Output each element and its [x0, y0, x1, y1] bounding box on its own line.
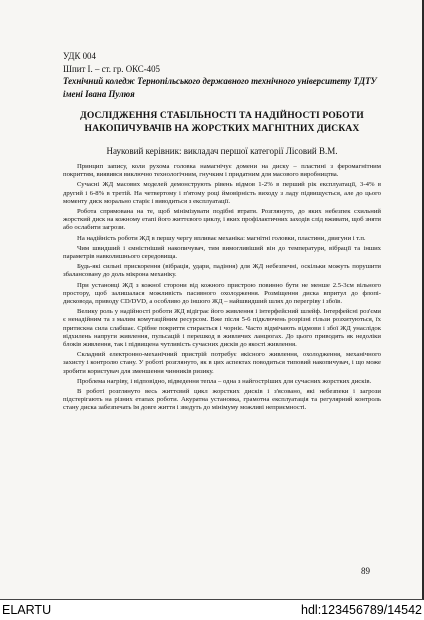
author-line: Шпит І. – ст. гр. ОКС-405 — [63, 63, 160, 74]
body-paragraph: Складний електронно-механічний пристрій потребує якісного живлення, охолодження, механічного захисту і контролю стану. У роботі розглянуто, як в цих аспектах поводиться типовий накопичувач, і що може зробити користувач для зменшення чинників ризику. — [63, 351, 381, 375]
article-title: ДОСЛІДЖЕННЯ СТАБІЛЬНОСТІ ТА НАДІЙНОСТІ РОБОТИ НАКОПИЧУВАЧІВ НА ЖОРСТКИХ МАГНІТНИХ ДИСКАХ — [80, 110, 364, 134]
repository-footer — [0, 600, 424, 620]
body-paragraph: Велику роль у надійності роботи ЖД відіграє його живлення і інтерфейсний шлейф. Інтерфейсні роз'єми є ненадійним та з малим комутаційним ресурсом. Вже після 5-6 підключень розрізні гільзи розхитуються, їх притискна сила слабшає. Срібне покриття стирається і чорніє. Часто відмічають відмови і збої ЖД унаслідок відхилень напруги живлення, пульсацій і перешкод в живлячих ланцюгах. До цього приводять як недоліки блоків живлення, так і підвищена чутливість сучасних дисків до якості живлення. — [63, 308, 381, 349]
body-paragraph: Чим швидший і ємністніший накопичувач, тим вимогливіший він до температури, вібрації та інших параметрів навколишнього середовища. — [63, 244, 381, 261]
udc-code: УДК 004 — [63, 51, 96, 61]
body-paragraph: Сучасні ЖД масових моделей демонструють рівень відмов 1-2% в перший рік експлуатації, 3-4% в другий і 6-8% в третій. На четвертому і п'ятому році ймовірність виходу з ладу підвищується, але до цього моменту диск морально старіє і виводиться з експлуатації. — [63, 181, 381, 205]
body-paragraph: В роботі розглянуто весь життєвий цикл жорстких дисків і з'ясовано, які небезпеки і загрози підстерігають на різних етапах роботи. Акуратна установка, грамотна експлуатація та регулярний контроль стану диска забезпечать їм довге життя і зведуть до мінімуму можливі неприємності. — [63, 388, 381, 412]
supervisor-line: Науковий керівник: викладач першої категорії Лісовий В.М. — [106, 146, 338, 156]
body-paragraph: Робота спрямована на те, щоб мінімізувати подібні втрати. Розглянуто, до яких небезпек схильний жорсткий диск на кожному етапі його життєвого циклу, і яких профілактичних заходів слід вживати, щоб зняти або ослабити загрози. — [63, 208, 381, 232]
body-paragraph: На надійність роботи ЖД в першу чергу впливає механіка: магнітні головки, пластини, двигуни і т.п. — [77, 234, 366, 242]
handle-identifier: hdl:123456789/14542 — [301, 603, 422, 617]
body-paragraph: Будь-які сильні прискорення (вібрація, удари, падіння) для ЖД небезпечні, оскільки можуть порушити збалансовану до доль мікрона механіку. — [63, 263, 381, 279]
body-paragraph: Принцип запису, коли рухома головка намагнічує домени на диску – пластині з феромагнітним покриттям, виявився виключно технологічним, гнучким і придатним для масового виробництва. — [63, 163, 381, 179]
page-number: 89 — [361, 566, 370, 576]
repository-name: ELARTU — [2, 603, 52, 617]
body-paragraph: При установці ЖД з кожної сторони від кожного пристрою повинно бути не менше 2.5-3см вільного простору, щоб залишалася можливість пасивного охолодження. Розміщення диска впритул до флопі-дисковода, приводу CD/DVD, а особливо до іншого ЖД – найшвидший шлях до перегріву і збоїв. — [63, 281, 381, 306]
body-paragraph: Проблема нагріву, і відповідно, відведення тепла – одна з найгостріших для сучасних жорстких дисків. — [77, 377, 372, 385]
institution-line: Технічний коледж Тернопільського державного технічного університету ТДТУ імені Івана Пулюя — [63, 76, 377, 99]
article-body — [63, 163, 381, 413]
page-content — [63, 50, 381, 415]
